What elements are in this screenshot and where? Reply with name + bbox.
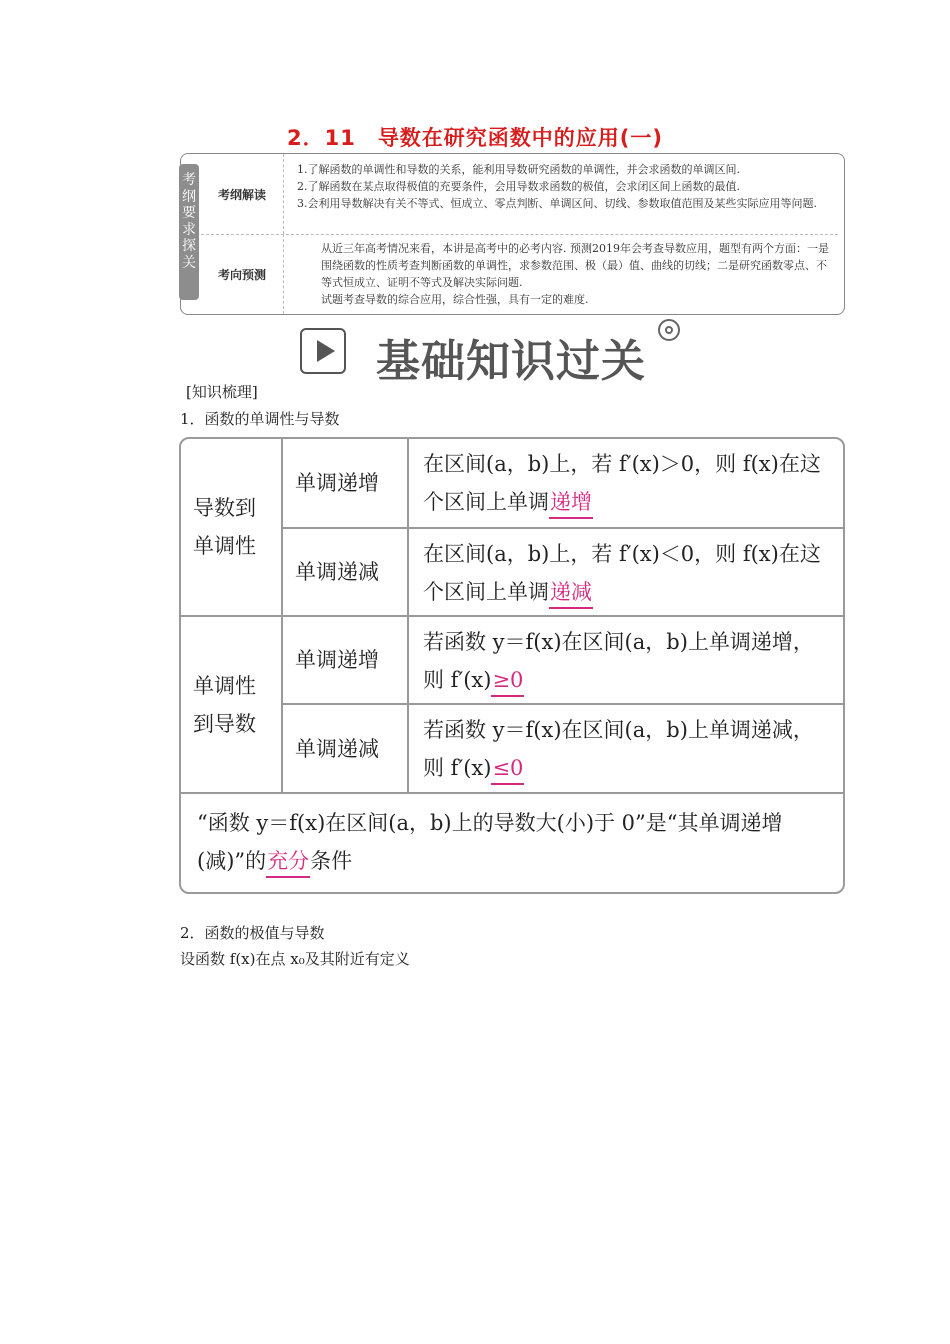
exam-outline-box — [180, 153, 845, 315]
section-2-description: 设函数 f(x)在点 x₀及其附近有定义 — [180, 950, 410, 968]
section-heading-1: 1．函数的单调性与导数 — [180, 410, 340, 428]
table-description — [409, 617, 843, 703]
table-description — [409, 705, 843, 792]
outline-line: 从近三年高考情况来看，本讲是高考中的必考内容. 预测2019年会考查导数应用，题型有两个方面：一是围绕函数的性质考查判断函数的单调性，求参数范围、极（最）值、曲线的切线；二是研究函数零点、不等式恒成立、证明不等式及解决实际问题. — [321, 242, 829, 289]
title-number: 2．11 — [286, 126, 356, 150]
outline-line: 2.了解函数在某点取得极值的充要条件，会用导数求函数的极值，会求闭区间上函数的最值. — [297, 180, 740, 193]
side-tab-char: 关 — [182, 254, 196, 271]
table-description — [409, 529, 843, 615]
outline-row-label: 考向预测 — [201, 234, 284, 314]
table-sub-label: 单调递减 — [295, 560, 379, 584]
play-icon — [300, 328, 346, 374]
outline-line: 1.了解函数的单调性和导数的关系，能利用导数研究函数的单调性，并会求函数的单调区间. — [297, 163, 740, 176]
description-text: 在区间(a，b)上，若 f′(x)＜0，则 f(x)在这个区间上单调 — [423, 542, 821, 604]
outline-line: 试题考查导数的综合应用，综合性强，具有一定的难度. — [321, 293, 589, 306]
outline-side-tab — [179, 164, 199, 300]
table-sub-label: 单调递增 — [295, 471, 379, 495]
outline-row-forecast — [201, 234, 838, 314]
table-sub-label: 单调递减 — [295, 736, 379, 761]
section-heading-2: 2．函数的极值与导数 — [180, 924, 325, 942]
description-text: 在区间(a，b)上，若 f′(x)＞0，则 f(x)在这个区间上单调 — [423, 452, 821, 514]
target-icon — [658, 319, 680, 341]
side-tab-char: 探 — [182, 238, 196, 254]
description-text: 若函数 y＝f(x)在区间(a，b)上单调递增，则 f′(x) — [423, 630, 814, 692]
outline-row-label: 考纲解读 — [201, 154, 284, 234]
description-text: 若函数 y＝f(x)在区间(a，b)上单调递减，则 f′(x) — [423, 718, 814, 780]
section-tag: [知识梳理] — [186, 383, 258, 401]
outline-row-syllabus — [201, 154, 838, 235]
answer-blank: ≥0 — [491, 665, 524, 697]
footer-text: 条件 — [310, 849, 353, 873]
table-sub-label: 单调递增 — [295, 648, 379, 672]
group-label-text: 导数到单调性 — [193, 496, 256, 558]
answer-blank: 递减 — [549, 577, 593, 609]
group-label-text: 单调性到导数 — [193, 673, 256, 736]
table-footer — [181, 794, 843, 892]
side-tab-char: 纲 — [182, 188, 196, 205]
outline-row-body — [297, 161, 834, 212]
outline-line: 3.会利用导数解决有关不等式、恒成立、零点判断、单调区间、切线、参数取值范围及某些实际应用等问题. — [297, 197, 817, 210]
footer-text: “函数 y＝f(x)在区间(a，b)上的导数大(小)于 0”是“其单调递增(减)”的 — [197, 811, 783, 873]
answer-blank: 递增 — [549, 487, 593, 519]
side-tab-char: 要 — [182, 205, 196, 221]
banner-text: 基础知识过关 — [376, 336, 646, 387]
table-group-label — [181, 617, 281, 792]
table-group-label — [181, 439, 281, 615]
side-tab-char: 考 — [182, 172, 196, 188]
outline-row-body — [297, 240, 834, 308]
answer-blank: ≤0 — [491, 753, 524, 785]
title-text: 导数在研究函数中的应用(一) — [377, 126, 664, 150]
monotonicity-table — [179, 437, 845, 894]
answer-blank: 充分 — [266, 846, 310, 878]
page-title — [0, 122, 950, 152]
table-description — [409, 439, 843, 527]
side-tab-char: 求 — [182, 221, 196, 238]
